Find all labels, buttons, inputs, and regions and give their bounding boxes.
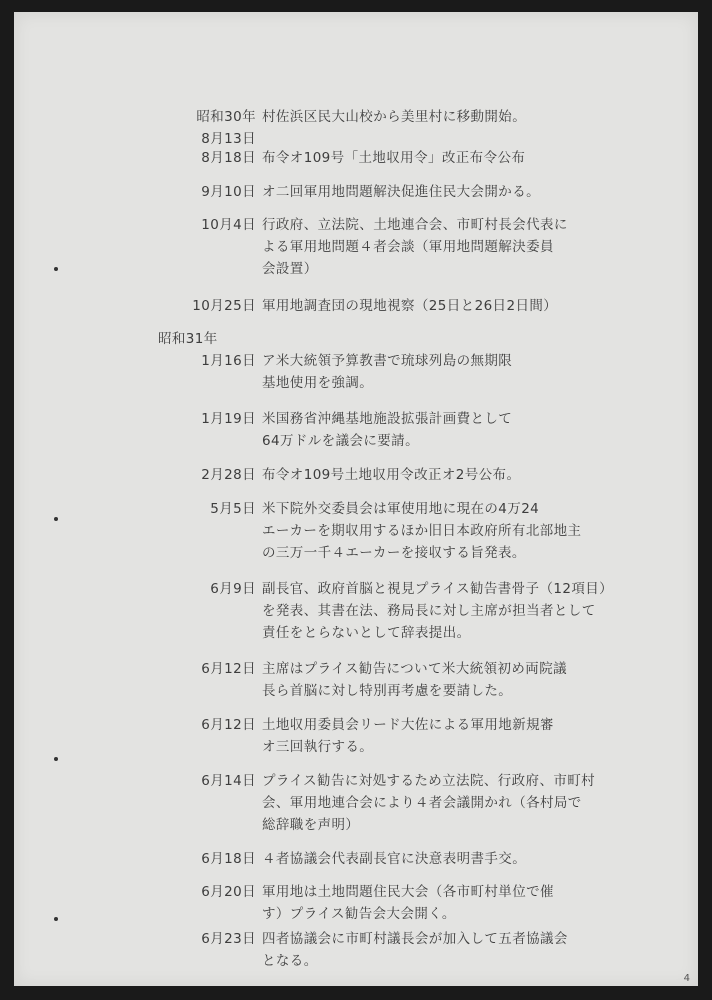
entry-date: 6月20日	[201, 884, 256, 900]
entry-line: 副長官、政府首脳と視見プライス勧告書骨子（12項目）	[262, 581, 614, 597]
entry-date: 6月18日	[201, 851, 256, 867]
entry-text	[262, 881, 682, 925]
entry-text	[262, 147, 682, 169]
entry-text	[262, 295, 682, 317]
entry-text	[262, 498, 682, 564]
entry-line: 行政府、立法院、土地連合会、市町村長会代表に	[262, 217, 568, 233]
entry-line: 布令オ109号土地収用令改正オ2号公布。	[262, 467, 521, 483]
entry-text	[262, 928, 682, 972]
entry-line: 長ら首脳に対し特別再考慮を要請した。	[262, 683, 513, 699]
binder-hole	[54, 917, 58, 921]
entry-date: 9月10日	[201, 184, 256, 200]
entry-date: 5月5日	[210, 501, 256, 517]
entry-line: 主席はプライス勧告について米大統領初め両院議	[262, 661, 567, 677]
entry-line: 村佐浜区民大山校から美里村に移動開始。	[262, 109, 527, 125]
entry-text	[262, 408, 682, 452]
entry-text	[262, 848, 682, 870]
entry-date: 6月12日	[201, 661, 256, 677]
entry-line: 米下院外交委員会は軍使用地に現在の4万24	[262, 501, 540, 517]
entry-date: 6月9日	[210, 581, 256, 597]
entry-date: 10月25日	[192, 298, 256, 314]
entry-line: 基地使用を強調。	[262, 375, 374, 391]
entry-line: となる。	[262, 953, 318, 969]
entry-line: 会、軍用地連合会により４者会議開かれ（各村局で	[262, 795, 582, 811]
entry-text	[262, 106, 682, 128]
entry-line: 責任をとらないとして辞表提出。	[262, 625, 471, 641]
entry-line: よる軍用地問題４者会談（軍用地問題解決委員	[262, 239, 554, 255]
binder-hole	[54, 267, 58, 271]
entry-line: ア米大統領予算教書で琉球列島の無期限	[262, 353, 513, 369]
entry-line: 布令オ109号「土地収用令」改正布令公布	[262, 150, 526, 166]
entry-text	[262, 214, 682, 280]
entry-date: 1月16日	[201, 353, 256, 369]
entry-line: を発表、其書在法、務局長に対し主席が担当者として	[262, 603, 596, 619]
entry-text	[262, 350, 682, 394]
entry-line: の三万一千４エーカーを接収する旨発表。	[262, 545, 526, 561]
entry-line: プライス勧告に対処するため立法院、行政府、市町村	[262, 773, 596, 789]
entry-line: オ二回軍用地問題解決促進住民大会開かる。	[262, 184, 540, 200]
entry-line: 64万ドルを議会に要請。	[262, 433, 419, 449]
entry-line: 米国務省沖縄基地施設拡張計画費として	[262, 411, 513, 427]
entry-text	[262, 770, 682, 836]
entry-date: 10月4日	[201, 217, 256, 233]
year-heading: 昭和31年	[158, 331, 218, 347]
entry-text	[262, 181, 682, 203]
entry-line: す）プライス勧告会大会開く。	[262, 906, 456, 922]
entry-line: 四者協議会に市町村議長会が加入して五者協議会	[262, 931, 568, 947]
binder-hole	[54, 757, 58, 761]
entry-line: 総辞職を声明）	[262, 817, 360, 833]
entry-date: 6月23日	[201, 931, 256, 947]
entry-line: 会設置）	[262, 261, 318, 277]
entry-line: 軍用地調査団の現地視察（25日と26日2日間）	[262, 298, 558, 314]
entry-date: 6月14日	[201, 773, 256, 789]
entry-line: 軍用地は土地問題住民大会（各市町村単位で催	[262, 884, 554, 900]
entry-text	[262, 578, 682, 644]
entry-date: 1月19日	[201, 411, 256, 427]
entry-date: 8月18日	[201, 150, 256, 166]
document-page	[14, 12, 698, 986]
entry-line: エーカーを期収用するほか旧日本政府所有北部地主	[262, 523, 582, 539]
entry-line: オ三回執行する。	[262, 739, 374, 755]
entry-text	[262, 714, 682, 758]
entry-date: 昭和30年 8月13日	[196, 109, 256, 147]
entry-text	[262, 464, 682, 486]
entry-date: 6月12日	[201, 717, 256, 733]
entry-line: ４者協議会代表副長官に決意表明書手交。	[262, 851, 527, 867]
page-number: 4	[683, 973, 690, 984]
binder-hole	[54, 517, 58, 521]
entry-line: 土地収用委員会リード大佐による軍用地新規審	[262, 717, 554, 733]
entry-text	[262, 658, 682, 702]
entry-date: 2月28日	[201, 467, 256, 483]
